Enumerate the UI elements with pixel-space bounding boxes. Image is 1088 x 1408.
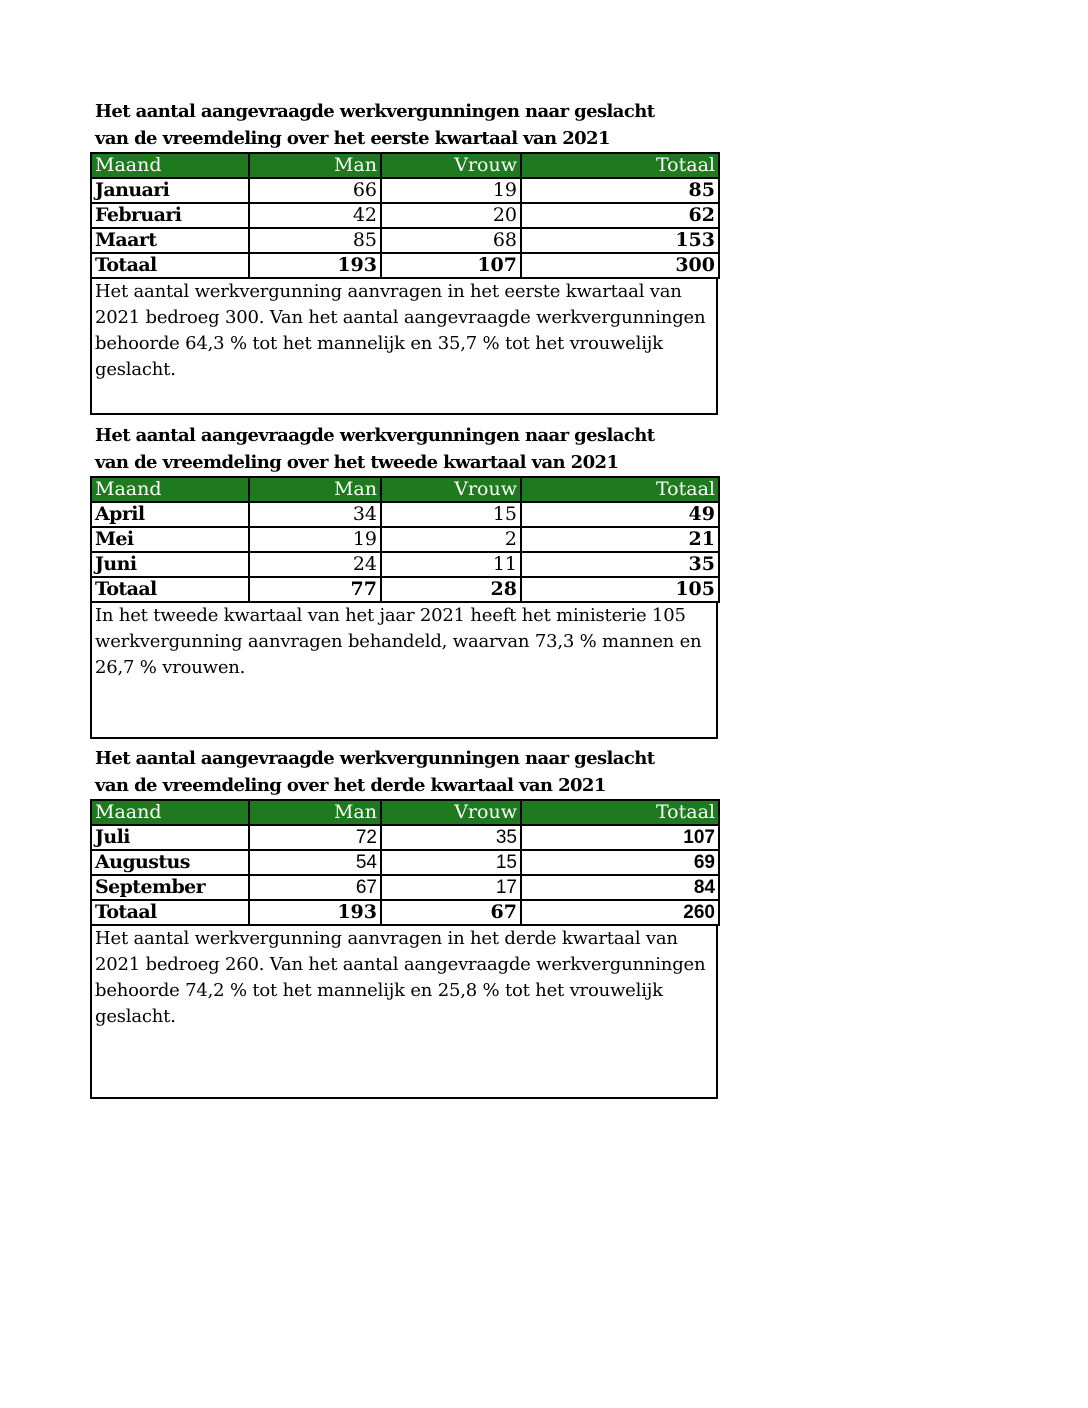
table-row xyxy=(91,552,719,577)
man-cell: 34 xyxy=(249,502,381,527)
quarter-3-table xyxy=(90,799,720,926)
month-cell: September xyxy=(91,875,249,900)
quarter-3-section xyxy=(90,745,718,1099)
total-man-cell: 193 xyxy=(249,900,381,925)
man-cell: 66 xyxy=(249,178,381,203)
total-label-cell: Totaal xyxy=(91,577,249,602)
quarter-2-note: In het tweede kwartaal van het jaar 2021 heeft het ministerie 105 werkvergunning aanvragen behandeld, waarvan 73,3 % mannen en 26,7 % vrouwen. xyxy=(90,603,718,739)
header-man: Man xyxy=(249,800,381,825)
quarter-1-note: Het aantal werkvergunning aanvragen in het eerste kwartaal van 2021 bedroeg 300. Van het aantal aangevraagde werkvergunningen behoorde 64,3 % tot het mannelijk en 35,7 % tot het vrouwelijk geslacht. xyxy=(90,279,718,415)
totaal-cell: 153 xyxy=(521,228,719,253)
header-man: Man xyxy=(249,477,381,502)
header-totaal: Totaal xyxy=(521,800,719,825)
table-row xyxy=(91,875,719,900)
totaal-cell: 84 xyxy=(521,875,719,900)
month-cell: April xyxy=(91,502,249,527)
vrouw-cell: 11 xyxy=(381,552,521,577)
quarter-1-title-line-1: Het aantal aangevraagde werkvergunningen naar geslacht xyxy=(95,101,655,122)
table-total-row xyxy=(91,253,719,278)
quarter-2-title-line-2: van de vreemdeling over het tweede kwartaal van 2021 xyxy=(95,452,619,473)
header-vrouw: Vrouw xyxy=(381,800,521,825)
vrouw-cell: 2 xyxy=(381,527,521,552)
total-vrouw-cell: 28 xyxy=(381,577,521,602)
table-header-row xyxy=(91,800,719,825)
man-cell: 54 xyxy=(249,850,381,875)
quarter-3-title-line-2: van de vreemdeling over het derde kwartaal van 2021 xyxy=(95,775,606,796)
vrouw-cell: 68 xyxy=(381,228,521,253)
total-vrouw-cell: 67 xyxy=(381,900,521,925)
totaal-cell: 62 xyxy=(521,203,719,228)
vrouw-cell: 20 xyxy=(381,203,521,228)
table-row xyxy=(91,228,719,253)
header-vrouw: Vrouw xyxy=(381,477,521,502)
man-cell: 72 xyxy=(249,825,381,850)
month-cell: Augustus xyxy=(91,850,249,875)
header-maand: Maand xyxy=(91,477,249,502)
totaal-cell: 85 xyxy=(521,178,719,203)
table-row xyxy=(91,527,719,552)
table-total-row xyxy=(91,577,719,602)
month-cell: Januari xyxy=(91,178,249,203)
header-totaal: Totaal xyxy=(521,153,719,178)
quarter-1-title-line-2: van de vreemdeling over het eerste kwartaal van 2021 xyxy=(95,128,610,149)
totaal-cell: 69 xyxy=(521,850,719,875)
header-totaal: Totaal xyxy=(521,477,719,502)
man-cell: 42 xyxy=(249,203,381,228)
table-row xyxy=(91,203,719,228)
month-cell: Februari xyxy=(91,203,249,228)
totaal-cell: 21 xyxy=(521,527,719,552)
man-cell: 85 xyxy=(249,228,381,253)
vrouw-cell: 15 xyxy=(381,850,521,875)
quarter-3-title-line-1: Het aantal aangevraagde werkvergunningen naar geslacht xyxy=(95,748,655,769)
vrouw-cell: 35 xyxy=(381,825,521,850)
table-row xyxy=(91,502,719,527)
total-vrouw-cell: 107 xyxy=(381,253,521,278)
table-row xyxy=(91,178,719,203)
month-cell: Juli xyxy=(91,825,249,850)
total-man-cell: 77 xyxy=(249,577,381,602)
totaal-cell: 107 xyxy=(521,825,719,850)
man-cell: 67 xyxy=(249,875,381,900)
header-maand: Maand xyxy=(91,153,249,178)
month-cell: Juni xyxy=(91,552,249,577)
quarter-2-section xyxy=(90,422,718,739)
total-man-cell: 193 xyxy=(249,253,381,278)
total-totaal-cell: 300 xyxy=(521,253,719,278)
header-maand: Maand xyxy=(91,800,249,825)
total-label-cell: Totaal xyxy=(91,253,249,278)
total-totaal-cell: 105 xyxy=(521,577,719,602)
table-header-row xyxy=(91,477,719,502)
man-cell: 24 xyxy=(249,552,381,577)
header-man: Man xyxy=(249,153,381,178)
quarter-2-table xyxy=(90,476,720,603)
table-row xyxy=(91,825,719,850)
quarter-1-section xyxy=(90,98,718,415)
quarter-1-table xyxy=(90,152,720,279)
table-header-row xyxy=(91,153,719,178)
month-cell: Maart xyxy=(91,228,249,253)
quarter-3-note: Het aantal werkvergunning aanvragen in het derde kwartaal van 2021 bedroeg 260. Van het aantal aangevraagde werkvergunningen behoorde 74,2 % tot het mannelijk en 25,8 % tot het vrouwelijk geslacht. xyxy=(90,926,718,1099)
total-totaal-cell: 260 xyxy=(521,900,719,925)
total-label-cell: Totaal xyxy=(91,900,249,925)
table-row xyxy=(91,850,719,875)
month-cell: Mei xyxy=(91,527,249,552)
table-total-row xyxy=(91,900,719,925)
man-cell: 19 xyxy=(249,527,381,552)
vrouw-cell: 15 xyxy=(381,502,521,527)
totaal-cell: 49 xyxy=(521,502,719,527)
totaal-cell: 35 xyxy=(521,552,719,577)
header-vrouw: Vrouw xyxy=(381,153,521,178)
vrouw-cell: 19 xyxy=(381,178,521,203)
vrouw-cell: 17 xyxy=(381,875,521,900)
quarter-2-title-line-1: Het aantal aangevraagde werkvergunningen naar geslacht xyxy=(95,425,655,446)
